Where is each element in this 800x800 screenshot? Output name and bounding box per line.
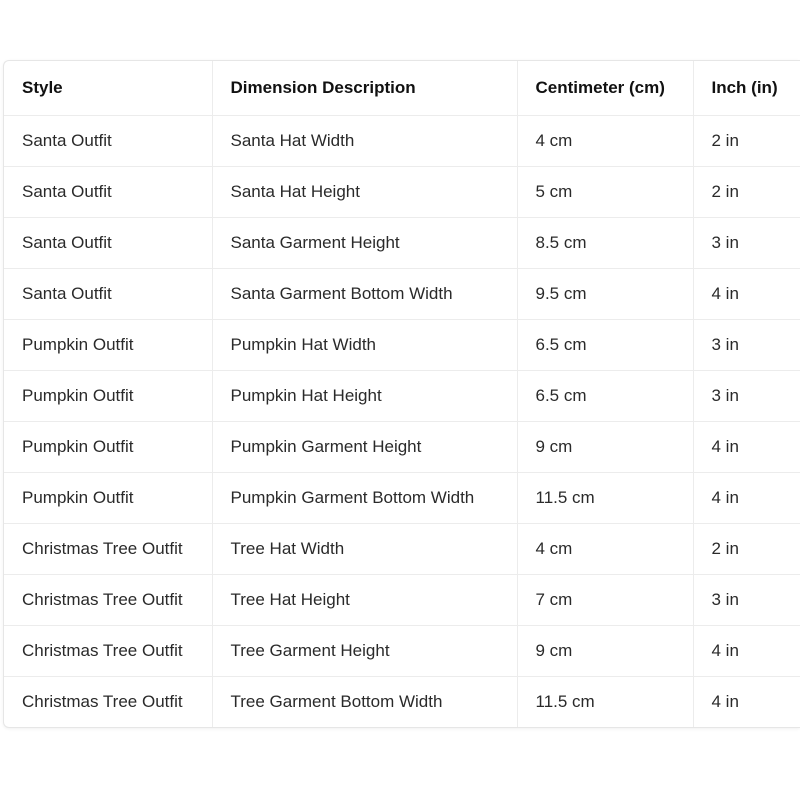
cell-inch: 4 in bbox=[693, 421, 800, 472]
cell-cm: 5 cm bbox=[517, 166, 693, 217]
cell-dimension: Santa Garment Bottom Width bbox=[212, 268, 517, 319]
cell-cm: 4 cm bbox=[517, 523, 693, 574]
cell-dimension: Tree Garment Height bbox=[212, 625, 517, 676]
cell-cm: 9 cm bbox=[517, 421, 693, 472]
size-table bbox=[4, 61, 800, 727]
cell-cm: 7 cm bbox=[517, 574, 693, 625]
cell-inch: 2 in bbox=[693, 166, 800, 217]
cell-cm: 6.5 cm bbox=[517, 370, 693, 421]
cell-style: Santa Outfit bbox=[4, 166, 212, 217]
table-header bbox=[4, 61, 800, 115]
cell-inch: 4 in bbox=[711, 691, 739, 711]
header-centimeter: Centimeter (cm) bbox=[517, 61, 693, 115]
table-row bbox=[4, 676, 800, 727]
cell-style: Christmas Tree Outfit bbox=[4, 523, 212, 574]
cell-cm: 6.5 cm bbox=[517, 319, 693, 370]
table-row bbox=[4, 574, 800, 625]
cell-style: Pumpkin Outfit bbox=[4, 370, 212, 421]
table-row bbox=[4, 268, 800, 319]
header-inch: Inch (in) bbox=[693, 61, 800, 115]
cell-dimension: Tree Hat Height bbox=[212, 574, 517, 625]
cell-style: Pumpkin Outfit bbox=[4, 421, 212, 472]
cell-inch: 4 in bbox=[693, 625, 800, 676]
cell-style: Santa Outfit bbox=[4, 115, 212, 166]
cell-inch: 3 in bbox=[693, 370, 800, 421]
cell-dimension: Santa Hat Height bbox=[212, 166, 517, 217]
table-row bbox=[4, 217, 800, 268]
table-body bbox=[4, 115, 800, 727]
cell-style: Santa Outfit bbox=[4, 217, 212, 268]
size-table-container bbox=[3, 60, 800, 728]
cell-cm: 8.5 cm bbox=[517, 217, 693, 268]
cell-inch: 3 in bbox=[693, 574, 800, 625]
table-row bbox=[4, 523, 800, 574]
cell-inch: 2 in bbox=[693, 115, 800, 166]
cell-dimension: Santa Garment Height bbox=[212, 217, 517, 268]
header-style: Style bbox=[4, 61, 212, 115]
cell-style: Santa Outfit bbox=[4, 268, 212, 319]
cell-style: Pumpkin Outfit bbox=[4, 472, 212, 523]
table-row bbox=[4, 319, 800, 370]
cell-cm: 11.5 cm bbox=[517, 676, 693, 727]
cell-inch: 3 in bbox=[693, 319, 800, 370]
cell-style: Christmas Tree Outfit bbox=[4, 625, 212, 676]
table-row bbox=[4, 625, 800, 676]
table-row bbox=[4, 115, 800, 166]
cell-dimension: Tree Hat Width bbox=[212, 523, 517, 574]
cell-dimension: Santa Hat Width bbox=[212, 115, 517, 166]
cell-style: Christmas Tree Outfit bbox=[4, 676, 212, 727]
table-row bbox=[4, 370, 800, 421]
table-row bbox=[4, 166, 800, 217]
cell-inch: 4 in bbox=[693, 472, 800, 523]
cell-cm: 9 cm bbox=[517, 625, 693, 676]
cell-inch: 4 in bbox=[693, 268, 800, 319]
cell-style: Pumpkin Outfit bbox=[4, 319, 212, 370]
table-row bbox=[4, 472, 800, 523]
cell-inch: 3 in bbox=[693, 217, 800, 268]
table-row bbox=[4, 421, 800, 472]
header-row bbox=[4, 61, 800, 115]
cell-cm: 4 cm bbox=[517, 115, 693, 166]
cell-style: Christmas Tree Outfit bbox=[4, 574, 212, 625]
header-dimension-description: Dimension Description bbox=[212, 61, 517, 115]
cell-dimension: Pumpkin Hat Height bbox=[212, 370, 517, 421]
cell-inch: 2 in bbox=[693, 523, 800, 574]
cell-cm: 11.5 cm bbox=[517, 472, 693, 523]
cell-dimension: Pumpkin Garment Height bbox=[212, 421, 517, 472]
cell-dimension: Pumpkin Garment Bottom Width bbox=[212, 472, 517, 523]
cell-dimension: Pumpkin Hat Width bbox=[212, 319, 517, 370]
cell-cm: 9.5 cm bbox=[517, 268, 693, 319]
cell-dimension: Tree Garment Bottom Width bbox=[212, 676, 517, 727]
